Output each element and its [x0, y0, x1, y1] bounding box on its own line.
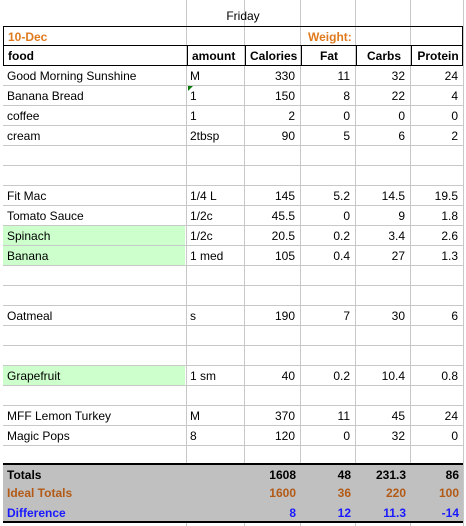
day-cell[interactable]: Friday [226, 9, 260, 23]
col-header-protein[interactable]: Protein [411, 46, 464, 65]
cell-carbs[interactable]: 0 [398, 109, 405, 123]
cell-carbs[interactable]: 27 [391, 249, 405, 263]
cell-calories[interactable] [244, 326, 299, 345]
totals-protein[interactable]: 86 [445, 468, 459, 482]
cell-carbs[interactable]: 10.4 [381, 369, 405, 383]
cell-amount[interactable]: s [190, 309, 196, 323]
cell-calories[interactable]: 90 [281, 129, 295, 143]
cell-food[interactable]: Magic Pops [7, 429, 70, 443]
cell-carbs[interactable]: 45 [391, 409, 405, 423]
totals-calories[interactable]: 1608 [269, 468, 296, 482]
cell-amount[interactable] [186, 146, 243, 165]
cell-protein[interactable]: 2 [451, 129, 458, 143]
cell-food[interactable] [3, 326, 185, 345]
cell-carbs[interactable]: 22 [391, 89, 405, 103]
difference-protein[interactable]: -14 [441, 506, 459, 520]
totals-label[interactable]: Totals [7, 468, 42, 482]
cell-fat[interactable]: 8 [343, 89, 350, 103]
cell-protein[interactable] [410, 166, 462, 185]
table-row [0, 386, 466, 406]
col-header-fat[interactable]: Fat [301, 46, 356, 65]
cell-protein[interactable] [410, 386, 462, 405]
cell-protein[interactable]: 0.8 [441, 369, 458, 383]
cell-calories[interactable] [244, 346, 299, 365]
cell-fat[interactable]: 0 [343, 429, 350, 443]
difference-carbs[interactable]: 11.3 [383, 506, 406, 520]
cell-protein[interactable] [410, 346, 462, 365]
ideal-protein[interactable]: 100 [438, 486, 459, 500]
cell-calories[interactable] [244, 286, 299, 305]
cell-carbs[interactable]: 32 [391, 429, 405, 443]
weight-label[interactable]: Weight: [308, 30, 352, 44]
cell-fat[interactable]: 5 [343, 129, 350, 143]
cell-amount[interactable]: 1 [190, 109, 197, 123]
cell-fat[interactable]: 0.2 [333, 229, 350, 243]
cell-carbs[interactable]: 32 [391, 69, 405, 83]
cell-food[interactable]: Tomato Sauce [7, 209, 84, 223]
cell-amount[interactable]: M [190, 69, 200, 83]
table-row [0, 226, 466, 246]
cell-food[interactable] [3, 286, 185, 305]
cell-fat[interactable] [300, 166, 354, 185]
cell-food[interactable]: MFF Lemon Turkey [7, 409, 112, 423]
cell-protein[interactable]: 24 [444, 69, 458, 83]
cell-food[interactable]: Oatmeal [7, 309, 53, 323]
cell-amount[interactable]: 1 med [190, 249, 224, 263]
cell-fat[interactable] [300, 346, 354, 365]
totals-carbs[interactable]: 231.3 [375, 468, 406, 482]
cell-fat[interactable]: 11 [337, 69, 350, 83]
cell-calories[interactable]: 2 [288, 109, 295, 123]
cell-protein[interactable]: 24 [444, 409, 458, 423]
cell-fat[interactable] [300, 386, 354, 405]
cell-fat[interactable] [300, 266, 354, 285]
cell-protein[interactable]: 0 [451, 109, 458, 123]
cell-protein[interactable]: 6 [451, 309, 458, 323]
cell-fat[interactable] [300, 146, 354, 165]
cell-protein[interactable] [410, 326, 462, 345]
cell-calories[interactable]: 45.5 [271, 209, 295, 223]
cell-food[interactable]: Good Morning Sunshine [7, 69, 137, 83]
difference-label[interactable]: Difference [7, 506, 66, 520]
cell-calories[interactable]: 330 [274, 69, 295, 83]
cell-food[interactable]: Fit Mac [7, 189, 47, 203]
ideal-fat[interactable]: 36 [337, 486, 351, 500]
cell-food[interactable] [3, 386, 185, 405]
cell-amount[interactable]: 2tbsp [190, 129, 220, 143]
difference-row [3, 503, 463, 523]
date-row [3, 26, 463, 46]
cell-fat[interactable]: 11 [337, 409, 350, 423]
weight-value[interactable] [411, 27, 464, 45]
cell-calories[interactable] [244, 146, 299, 165]
table-row [0, 66, 466, 86]
table-row [0, 426, 466, 446]
table-row [0, 86, 466, 106]
cell-carbs[interactable]: 30 [391, 309, 405, 323]
cell-food[interactable]: cream [7, 129, 41, 143]
cell-calories[interactable] [244, 266, 299, 285]
table-row [0, 306, 466, 326]
cell-calories[interactable]: 105 [274, 249, 295, 263]
cell-amount[interactable]: 1/2c [190, 229, 213, 243]
cell-protein[interactable] [410, 266, 462, 285]
cell-food[interactable] [3, 166, 185, 185]
cell-food[interactable]: Banana Bread [7, 89, 84, 103]
table-row [0, 106, 466, 126]
table-row [0, 266, 466, 286]
cell-protein[interactable]: 4 [451, 89, 458, 103]
cell-carbs[interactable]: 9 [398, 209, 405, 223]
cell-carbs[interactable]: 3.4 [388, 229, 405, 243]
ideal-carbs[interactable]: 220 [385, 486, 406, 500]
cell-food[interactable]: Banana [3, 246, 185, 265]
ideal-label[interactable]: Ideal Totals [7, 486, 73, 500]
cell-carbs[interactable]: 6 [398, 129, 405, 143]
table-row [0, 126, 466, 146]
table-row [0, 186, 466, 206]
cell-amount[interactable]: 1 [190, 89, 197, 103]
cell-fat[interactable]: 7 [343, 309, 350, 323]
difference-calories[interactable]: 8 [289, 506, 296, 520]
cell-protein[interactable] [410, 146, 462, 165]
cell-fat[interactable]: 0.4 [333, 249, 350, 263]
cell-fat[interactable]: 5.2 [333, 189, 350, 203]
col-header-carbs[interactable]: Carbs [356, 46, 411, 65]
table-row [0, 346, 466, 366]
cell-calories[interactable]: 370 [274, 409, 295, 423]
cell-calories[interactable]: 145 [274, 189, 295, 203]
cell-calories[interactable]: 40 [281, 369, 295, 383]
cell-amount[interactable]: 1 sm [190, 369, 217, 383]
cell-carbs[interactable]: 14.5 [381, 189, 405, 203]
table-row [0, 166, 466, 186]
table-row [0, 146, 466, 166]
cell-calories[interactable]: 190 [274, 309, 295, 323]
cell-amount[interactable] [186, 386, 243, 405]
cell-protein[interactable]: 1.3 [441, 249, 458, 263]
date-cell[interactable]: 10-Dec [8, 30, 48, 44]
cell-calories[interactable] [244, 166, 299, 185]
cell-food[interactable]: Grapefruit [3, 366, 185, 385]
cell-carbs[interactable] [355, 326, 409, 345]
cell-carbs[interactable] [355, 286, 409, 305]
cell-amount[interactable] [186, 286, 243, 305]
table-row [0, 406, 466, 426]
table-row [0, 246, 466, 266]
cell-food[interactable]: coffee [7, 109, 40, 123]
table-row [0, 286, 466, 306]
cell-amount[interactable]: 1/4 L [190, 189, 217, 203]
cell-fat[interactable]: 0 [343, 109, 350, 123]
cell-protein[interactable]: 1.8 [441, 209, 458, 223]
cell-food[interactable]: Spinach [3, 226, 185, 245]
cell-carbs[interactable] [355, 346, 409, 365]
cell-carbs[interactable] [355, 266, 409, 285]
cell-amount[interactable]: 1/2c [190, 209, 213, 223]
cell-calories[interactable]: 150 [274, 89, 295, 103]
totals-fat[interactable]: 48 [337, 468, 351, 482]
cell-fat[interactable]: 0.2 [333, 369, 350, 383]
cell-food[interactable] [3, 346, 185, 365]
cell-carbs[interactable] [355, 386, 409, 405]
col-header-food[interactable]: food [8, 49, 34, 63]
cell-amount[interactable] [186, 326, 243, 345]
cell-amount[interactable] [186, 266, 243, 285]
cell-amount[interactable]: M [190, 409, 200, 423]
col-header-calories[interactable]: Calories [245, 46, 301, 65]
table-row [0, 366, 466, 386]
difference-fat[interactable]: 12 [337, 506, 351, 520]
cell-calories[interactable] [244, 386, 299, 405]
col-header-amount[interactable]: amount [187, 46, 245, 65]
cell-amount[interactable] [186, 346, 243, 365]
table-row [0, 206, 466, 226]
ideal-totals-row [3, 483, 463, 503]
cell-food[interactable] [3, 146, 185, 165]
cell-protein[interactable]: 19.5 [434, 189, 458, 203]
cell-fat[interactable]: 0 [343, 209, 350, 223]
cell-calories[interactable]: 120 [274, 429, 295, 443]
totals-row [3, 463, 463, 483]
cell-carbs[interactable] [355, 146, 409, 165]
cell-amount[interactable]: 8 [190, 429, 197, 443]
cell-fat[interactable] [300, 286, 354, 305]
day-row [0, 6, 466, 26]
comment-marker-icon [188, 86, 193, 91]
cell-protein[interactable]: 0 [451, 429, 458, 443]
table-row [0, 326, 466, 346]
cell-calories[interactable]: 20.5 [271, 229, 295, 243]
cell-food[interactable] [3, 266, 185, 285]
ideal-calories[interactable]: 1600 [269, 486, 296, 500]
cell-carbs[interactable] [355, 166, 409, 185]
header-row [3, 46, 463, 66]
cell-protein[interactable]: 2.6 [441, 229, 458, 243]
cell-protein[interactable] [410, 286, 462, 305]
cell-fat[interactable] [300, 326, 354, 345]
cell-amount[interactable] [186, 166, 243, 185]
